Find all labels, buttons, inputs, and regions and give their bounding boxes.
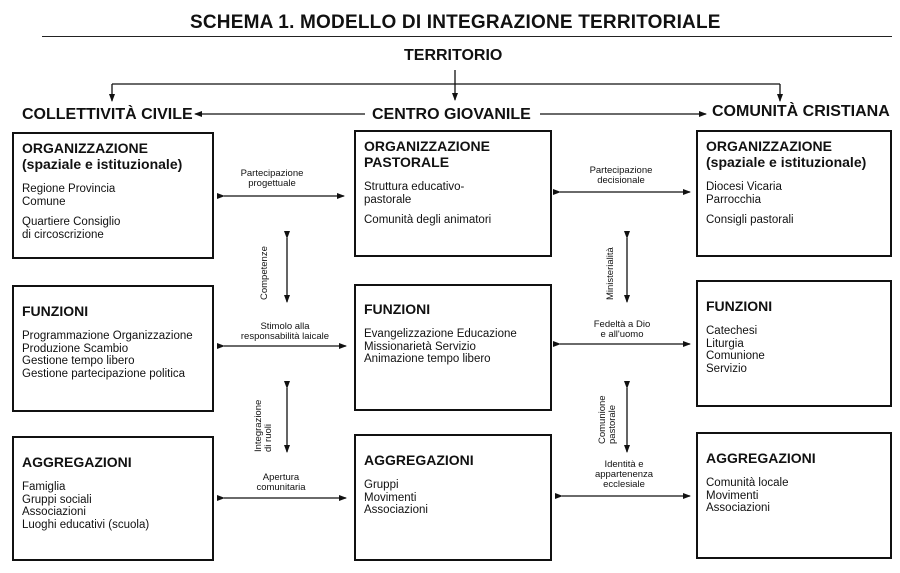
label-line: ecclesiale xyxy=(603,479,645,490)
label-line: appartenenza xyxy=(594,469,654,480)
label-competenze: Competenze xyxy=(259,246,270,300)
label-line: Fedeltà a Dio xyxy=(593,319,651,330)
box-item: Gestione partecipazione politica xyxy=(22,367,186,380)
box-item: Parrocchia xyxy=(706,193,761,206)
box-item: pastorale xyxy=(364,193,412,206)
left-funzioni-box xyxy=(12,285,214,412)
center-organizzazione-box xyxy=(354,130,552,257)
box-item: Programmazione Organizzazione xyxy=(22,330,193,342)
label-line: Integrazione xyxy=(253,399,264,452)
box-item: Famiglia xyxy=(22,481,66,493)
left-organizzazione-box xyxy=(12,132,214,259)
box-item: Struttura educativo- xyxy=(364,181,465,193)
left-aggregazioni-box xyxy=(12,436,214,561)
label-partecipazione-progettuale xyxy=(232,169,312,189)
box-item: Regione Provincia xyxy=(22,183,116,195)
box-title-line: FUNZIONI xyxy=(706,298,773,314)
box-item: Movimenti xyxy=(364,491,417,504)
box-title-line: FUNZIONI xyxy=(22,303,89,319)
box-title-line: ORGANIZZAZIONE xyxy=(364,138,490,154)
comunita-heading: COMUNITÀ CRISTIANA xyxy=(712,103,890,120)
box-item: Consigli pastorali xyxy=(706,214,794,226)
label-stimolo xyxy=(226,322,344,342)
label-line: decisionale xyxy=(597,175,645,186)
center-aggregazioni-box xyxy=(354,434,552,561)
label-line: e all'uomo xyxy=(600,329,644,340)
right-organizzazione-box xyxy=(696,130,892,257)
label-integrazione xyxy=(254,400,274,452)
label-fedelta xyxy=(582,320,662,340)
collettivita-heading: COLLETTIVITÀ CIVILE xyxy=(22,106,193,123)
box-item: Gruppi sociali xyxy=(22,493,92,506)
box-title-line: (spaziale e istituzionale) xyxy=(706,154,867,170)
box-item: Comunità degli animatori xyxy=(364,214,492,226)
box-title-line: FUNZIONI xyxy=(364,301,431,317)
box-item: Comune xyxy=(22,195,66,208)
box-title-line: ORGANIZZAZIONE xyxy=(706,138,832,154)
box-title-line: PASTORALE xyxy=(364,154,450,170)
box-item: Missionarietà Servizio xyxy=(364,340,476,353)
label-partecipazione-decisionale xyxy=(578,166,664,186)
box-item: Comunione xyxy=(706,350,765,362)
box-item: Servizio xyxy=(706,362,747,375)
box-item: Luoghi educativi (scuola) xyxy=(22,518,150,531)
centro-heading: CENTRO GIOVANILE xyxy=(372,106,531,123)
label-apertura xyxy=(238,473,324,493)
label-line: Partecipazione xyxy=(240,168,304,179)
box-item: Evangelizzazione Educazione xyxy=(364,328,517,340)
box-item: Produzione Scambio xyxy=(22,342,129,355)
label-line: progettuale xyxy=(248,178,296,189)
label-line: Comunione xyxy=(597,395,608,444)
right-funzioni-box xyxy=(696,280,892,407)
box-item: Gruppi xyxy=(364,479,399,491)
box-title-line: (spaziale e istituzionale) xyxy=(22,156,183,172)
label-line: pastorale xyxy=(607,404,618,444)
box-item: Associazioni xyxy=(364,504,428,516)
label-line: Identità e xyxy=(604,459,644,470)
box-item: Animazione tempo libero xyxy=(364,353,491,365)
label-identita xyxy=(578,460,670,490)
label-line: comunitaria xyxy=(256,482,306,493)
right-aggregazioni-box xyxy=(696,432,892,559)
box-item: Catechesi xyxy=(706,325,758,337)
label-ministerialita: Ministerialità xyxy=(605,247,616,300)
box-item: Quartiere Consiglio xyxy=(22,216,121,228)
label-line: di ruoli xyxy=(263,424,274,452)
box-title-line: AGGREGAZIONI xyxy=(364,452,474,468)
box-title-line: ORGANIZZAZIONE xyxy=(22,140,148,156)
label-line: Stimolo alla xyxy=(260,321,310,332)
box-item: Movimenti xyxy=(706,489,759,502)
box-item: Diocesi Vicaria xyxy=(706,181,782,193)
box-title-line: AGGREGAZIONI xyxy=(22,454,132,470)
box-item: Associazioni xyxy=(22,506,86,518)
box-item: Comunità locale xyxy=(706,477,789,489)
territorio-heading: TERRITORIO xyxy=(404,47,503,64)
label-line: responsabilità laicale xyxy=(240,331,330,342)
box-item: di circoscrizione xyxy=(22,228,104,241)
center-funzioni-box xyxy=(354,284,552,411)
label-comunione-pastorale xyxy=(598,395,618,444)
box-item: Associazioni xyxy=(706,502,770,514)
diagram-title: SCHEMA 1. MODELLO DI INTEGRAZIONE TERRITORIALE xyxy=(190,12,721,33)
label-line: Apertura xyxy=(262,472,300,483)
box-item: Liturgia xyxy=(706,337,744,350)
label-line: Partecipazione xyxy=(589,165,653,176)
box-item: Gestione tempo libero xyxy=(22,355,135,367)
box-title-line: AGGREGAZIONI xyxy=(706,450,816,466)
